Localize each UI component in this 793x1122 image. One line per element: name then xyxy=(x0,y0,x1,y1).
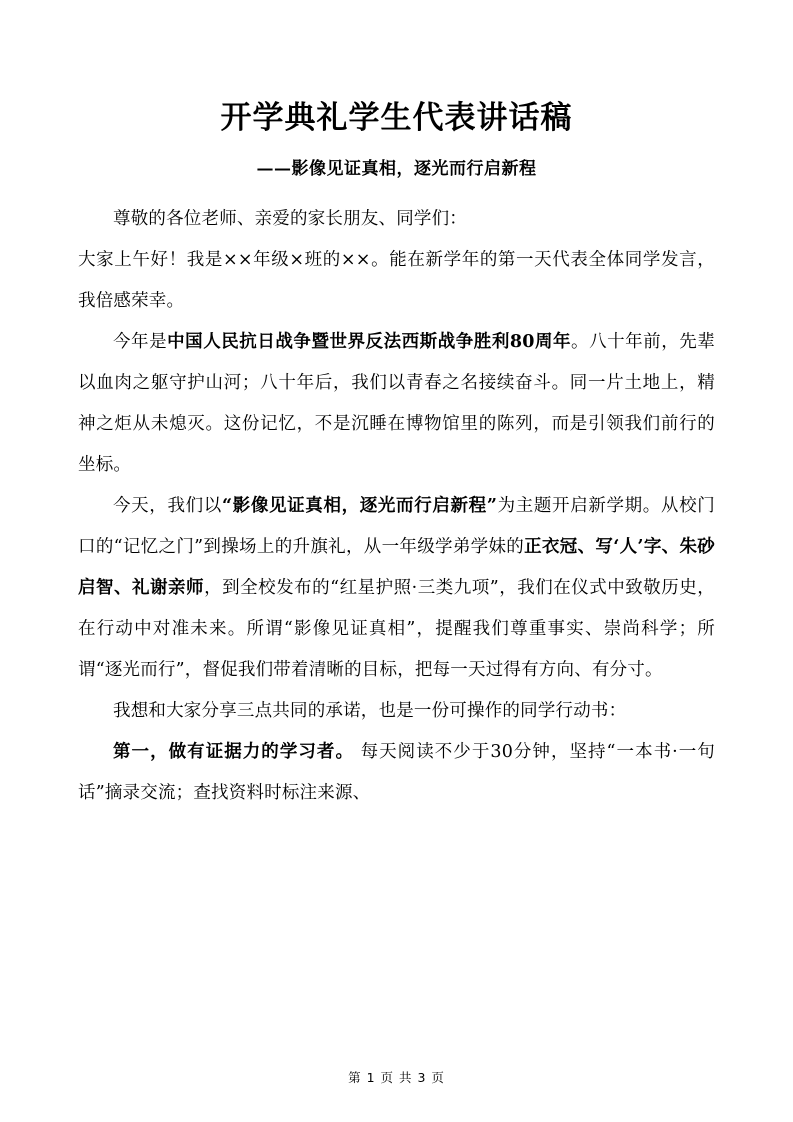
page-subtitle: ——影像见证真相，逐光而行启新程 xyxy=(256,159,537,180)
text-run-bold: “影像见证真相，逐光而行启新程” xyxy=(221,496,498,517)
paragraph-promise-one xyxy=(78,732,715,814)
text-run: 我想和大家分享三点共同的承诺，也是一份可操作的同学行动书： xyxy=(113,701,627,722)
text-run: 今年是 xyxy=(113,332,168,353)
paragraph-anniversary xyxy=(78,322,715,486)
text-run: 每天阅读不少于30分钟，坚持“一本书·一句话”摘录交流；查找资料时标注来源、 xyxy=(78,742,715,804)
paragraph-greeting xyxy=(78,240,715,322)
text-run: 。八十年前，先辈以血肉之躯守护山河；八十年后，我们以青春之名接续奋斗。同一片土地上，精神之炬从未熄灭。这份记忆，不是沉睡在博物馆里的陈列，而是引领我们前行的坐标。 xyxy=(78,332,715,476)
paragraph-theme xyxy=(78,486,715,691)
page-footer: 第 1 页 共 3 页 xyxy=(348,1070,445,1085)
text-run: ，到全校发布的“红星护照·三类九项”，我们在仪式中致敬历史，在行动中对准未来。所谓“影像见证真相”，提醒我们尊重事实、崇尚科学；所谓“逐光而行”，督促我们带着清晰的目标，把每一天过得有方向、有分寸。 xyxy=(78,578,715,681)
page-title: 开学典礼学生代表讲话稿 xyxy=(220,100,573,136)
paragraph-promise-intro xyxy=(78,691,715,732)
text-run: 为主题开启新学期。从校门口的“记忆之门”到操场上的升旗礼，从一年级学弟学妹的 xyxy=(78,496,715,558)
text-run: 尊敬的各位老师、亲爱的家长朋友、同学们： xyxy=(113,209,467,230)
paragraph-salutation xyxy=(78,199,715,240)
text-run-bold: 第一，做有证据力的学习者。 xyxy=(113,742,354,763)
document-body xyxy=(78,199,715,814)
text-run-bold: 中国人民抗日战争暨世界反法西斯战争胜利80周年 xyxy=(167,332,572,353)
text-run: 今天，我们以 xyxy=(113,496,222,517)
text-run: 大家上午好！我是××年级×班的××。能在新学年的第一天代表全体同学发言，我倍感荣幸。 xyxy=(78,250,715,312)
text-run-bold: 正衣冠、写‘人’字、朱砂启智、礼谢亲师 xyxy=(78,537,715,599)
